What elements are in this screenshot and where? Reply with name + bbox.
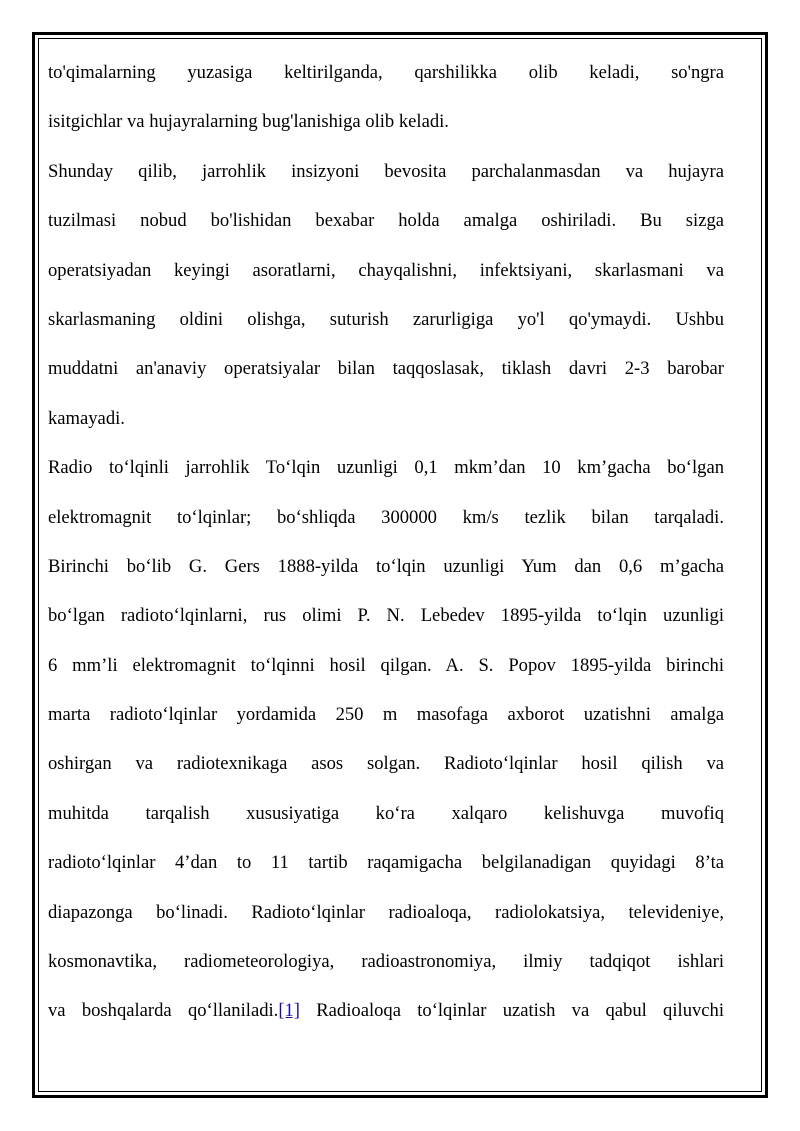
text-line: radioto‘lqinlar 4’dan to 11 tartib raqamigacha belgilanadigan quyidagi 8’ta (48, 852, 724, 874)
text-line: operatsiyadan keyingi asoratlarni, chayqalishni, infektsiyani, skarlasmani va (48, 259, 724, 281)
text-line: kamayadi. (48, 407, 125, 429)
text-line: Shunday qilib, jarrohlik insizyoni bevosita parchalanmasdan va hujayra (48, 160, 724, 182)
document-body (48, 48, 724, 1036)
text-line: tuzilmasi nobud bo'lishidan bexabar holda amalga oshiriladi. Bu sizga (48, 210, 724, 232)
text-line: marta radioto‘lqinlar yordamida 250 m masofaga axborot uzatishni amalga (48, 704, 724, 726)
paragraph-1 (48, 48, 724, 147)
text-line: bo‘lgan radioto‘lqinlarni, rus olimi P. N. Lebedev 1895-yilda to‘lqin uzunligi (48, 605, 724, 627)
text-segment: Radioaloqa to‘lqinlar uzatish va qabul qiluvchi (300, 1000, 724, 1022)
text-line: muhitda tarqalish xususiyatiga ko‘ra xalqaro kelishuvga muvofiq (48, 802, 724, 824)
paragraph-3 (48, 443, 724, 1036)
text-line: elektromagnit to‘lqinlar; bo‘shliqda 300000 km/s tezlik bilan tarqaladi. (48, 506, 724, 528)
paragraph-2 (48, 147, 724, 443)
text-segment: va boshqalarda qo‘llaniladi. (48, 1000, 279, 1022)
text-line: kosmonavtika, radiometeorologiya, radioastronomiya, ilmiy tadqiqot ishlari (48, 951, 724, 973)
text-line: isitgichlar va hujayralarning bug'lanishiga olib keladi. (48, 111, 449, 133)
text-line: Birinchi bo‘lib G. Gers 1888-yilda to‘lqin uzunligi Yum dan 0,6 m’gacha (48, 555, 724, 577)
text-line: muddatni an'anaviy operatsiyalar bilan taqqoslasak, tiklash davri 2-3 barobar (48, 358, 724, 380)
text-line: oshirgan va radiotexnikaga asos solgan. Radioto‘lqinlar hosil qilish va (48, 753, 724, 775)
text-line-with-reference (48, 986, 724, 1035)
text-line: skarlasmaning oldini olishga, suturish zarurligiga yo'l qo'ymaydi. Ushbu (48, 308, 724, 330)
text-line: 6 mm’li elektromagnit to‘lqinni hosil qilgan. A. S. Popov 1895-yilda birinchi (48, 654, 724, 676)
text-line: to'qimalarning yuzasiga keltirilganda, qarshilikka olib keladi, so'ngra (48, 62, 724, 83)
text-line: Radio to‘lqinli jarrohlik To‘lqin uzunligi 0,1 mkm’dan 10 km’gacha bo‘lgan (48, 457, 724, 479)
text-line: diapazonga bo‘linadi. Radioto‘lqinlar radioaloqa, radiolokatsiya, televideniye, (48, 901, 724, 923)
reference-link[interactable]: [1] (278, 1000, 300, 1022)
